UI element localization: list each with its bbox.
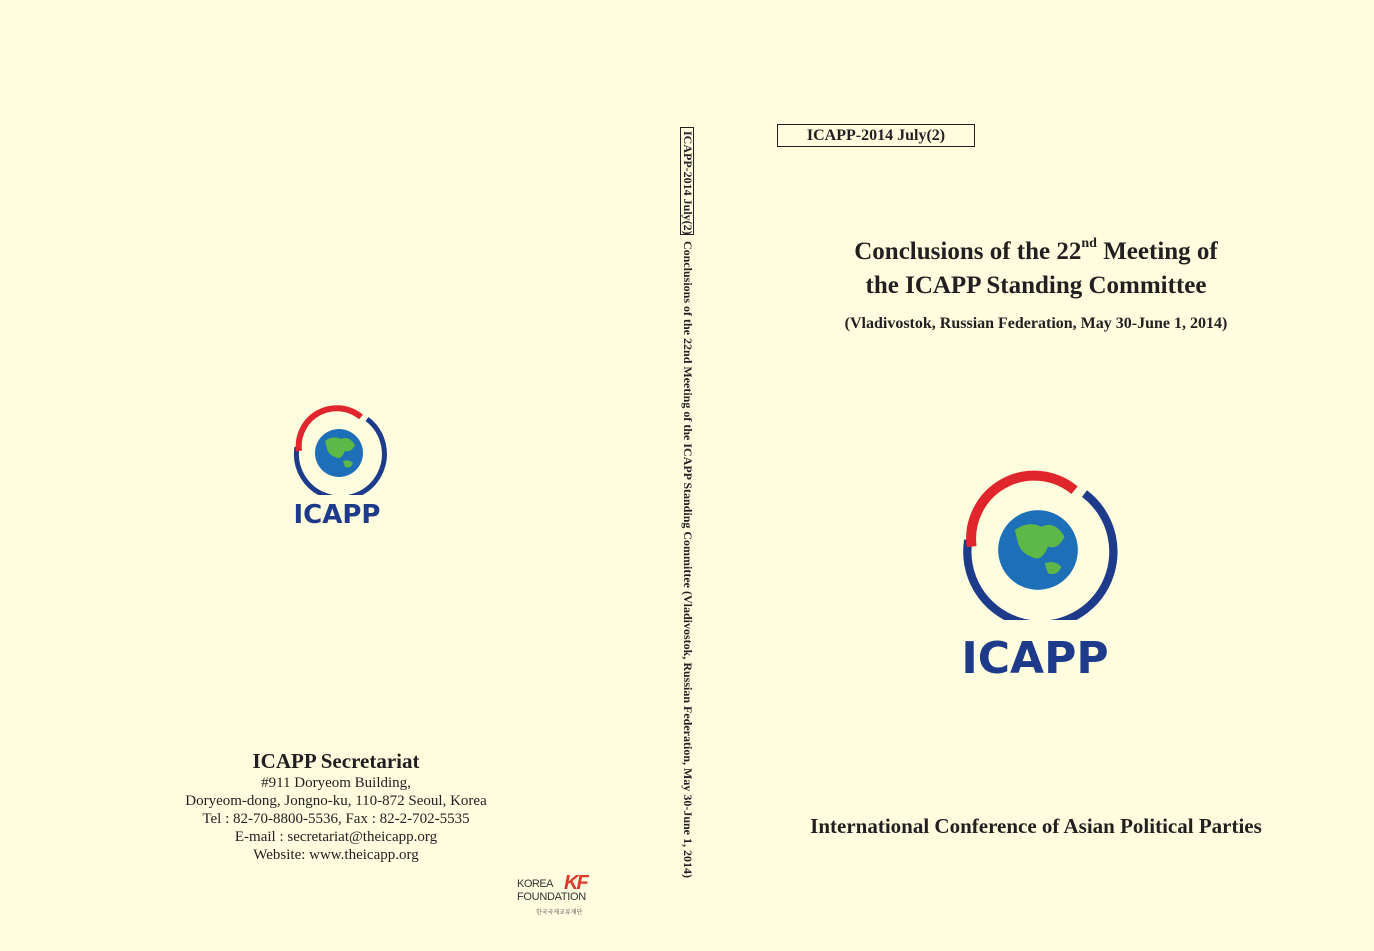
- icapp-logo-text: ICAPP: [961, 633, 1109, 684]
- title-line-1: Conclusions of the 22nd Meeting of: [854, 236, 1218, 265]
- kf-korean-text: 한국국제교류재단: [536, 909, 583, 916]
- spine-code: ICAPP-2014 July(2): [681, 131, 695, 235]
- kf-mark: KF: [564, 872, 587, 894]
- icapp-logo-text: ICAPP: [293, 500, 381, 530]
- korea-foundation-logo: [517, 872, 597, 920]
- address-line-2: Doryeom-dong, Jongno-ku, 110-872 Seoul, Korea: [185, 793, 487, 809]
- website: Website: www.theicapp.org: [253, 847, 419, 863]
- secretariat-contact-block: [160, 748, 512, 864]
- kf-korea-text: KOREA: [517, 878, 554, 890]
- email: E-mail : secretariat@theicapp.org: [234, 829, 438, 845]
- phone-fax: Tel : 82-70-8800-5536, Fax : 82-2-702-5535: [202, 811, 470, 827]
- icapp-globe-logo-icon: [955, 470, 1121, 620]
- icapp-globe-logo-icon: [289, 405, 389, 495]
- kf-foundation-text: FOUNDATION: [517, 891, 586, 903]
- address-line-1: #911 Doryeom Building,: [261, 775, 411, 791]
- organization-name: International Conference of Asian Political Parties: [810, 814, 1262, 838]
- secretariat-title: ICAPP Secretariat: [252, 749, 420, 773]
- document-subtitle: (Vladivostok, Russian Federation, May 30-June 1, 2014): [844, 315, 1228, 332]
- document-title: [760, 235, 1312, 303]
- spine-title: Conclusions of the 22nd Meeting of the ICAPP Standing Committee (Vladivostok, Russian Federation, May 30-June 1, 2014): [681, 241, 695, 879]
- document-code: ICAPP-2014 July(2): [777, 124, 975, 147]
- title-line-2: the ICAPP Standing Committee: [865, 272, 1207, 299]
